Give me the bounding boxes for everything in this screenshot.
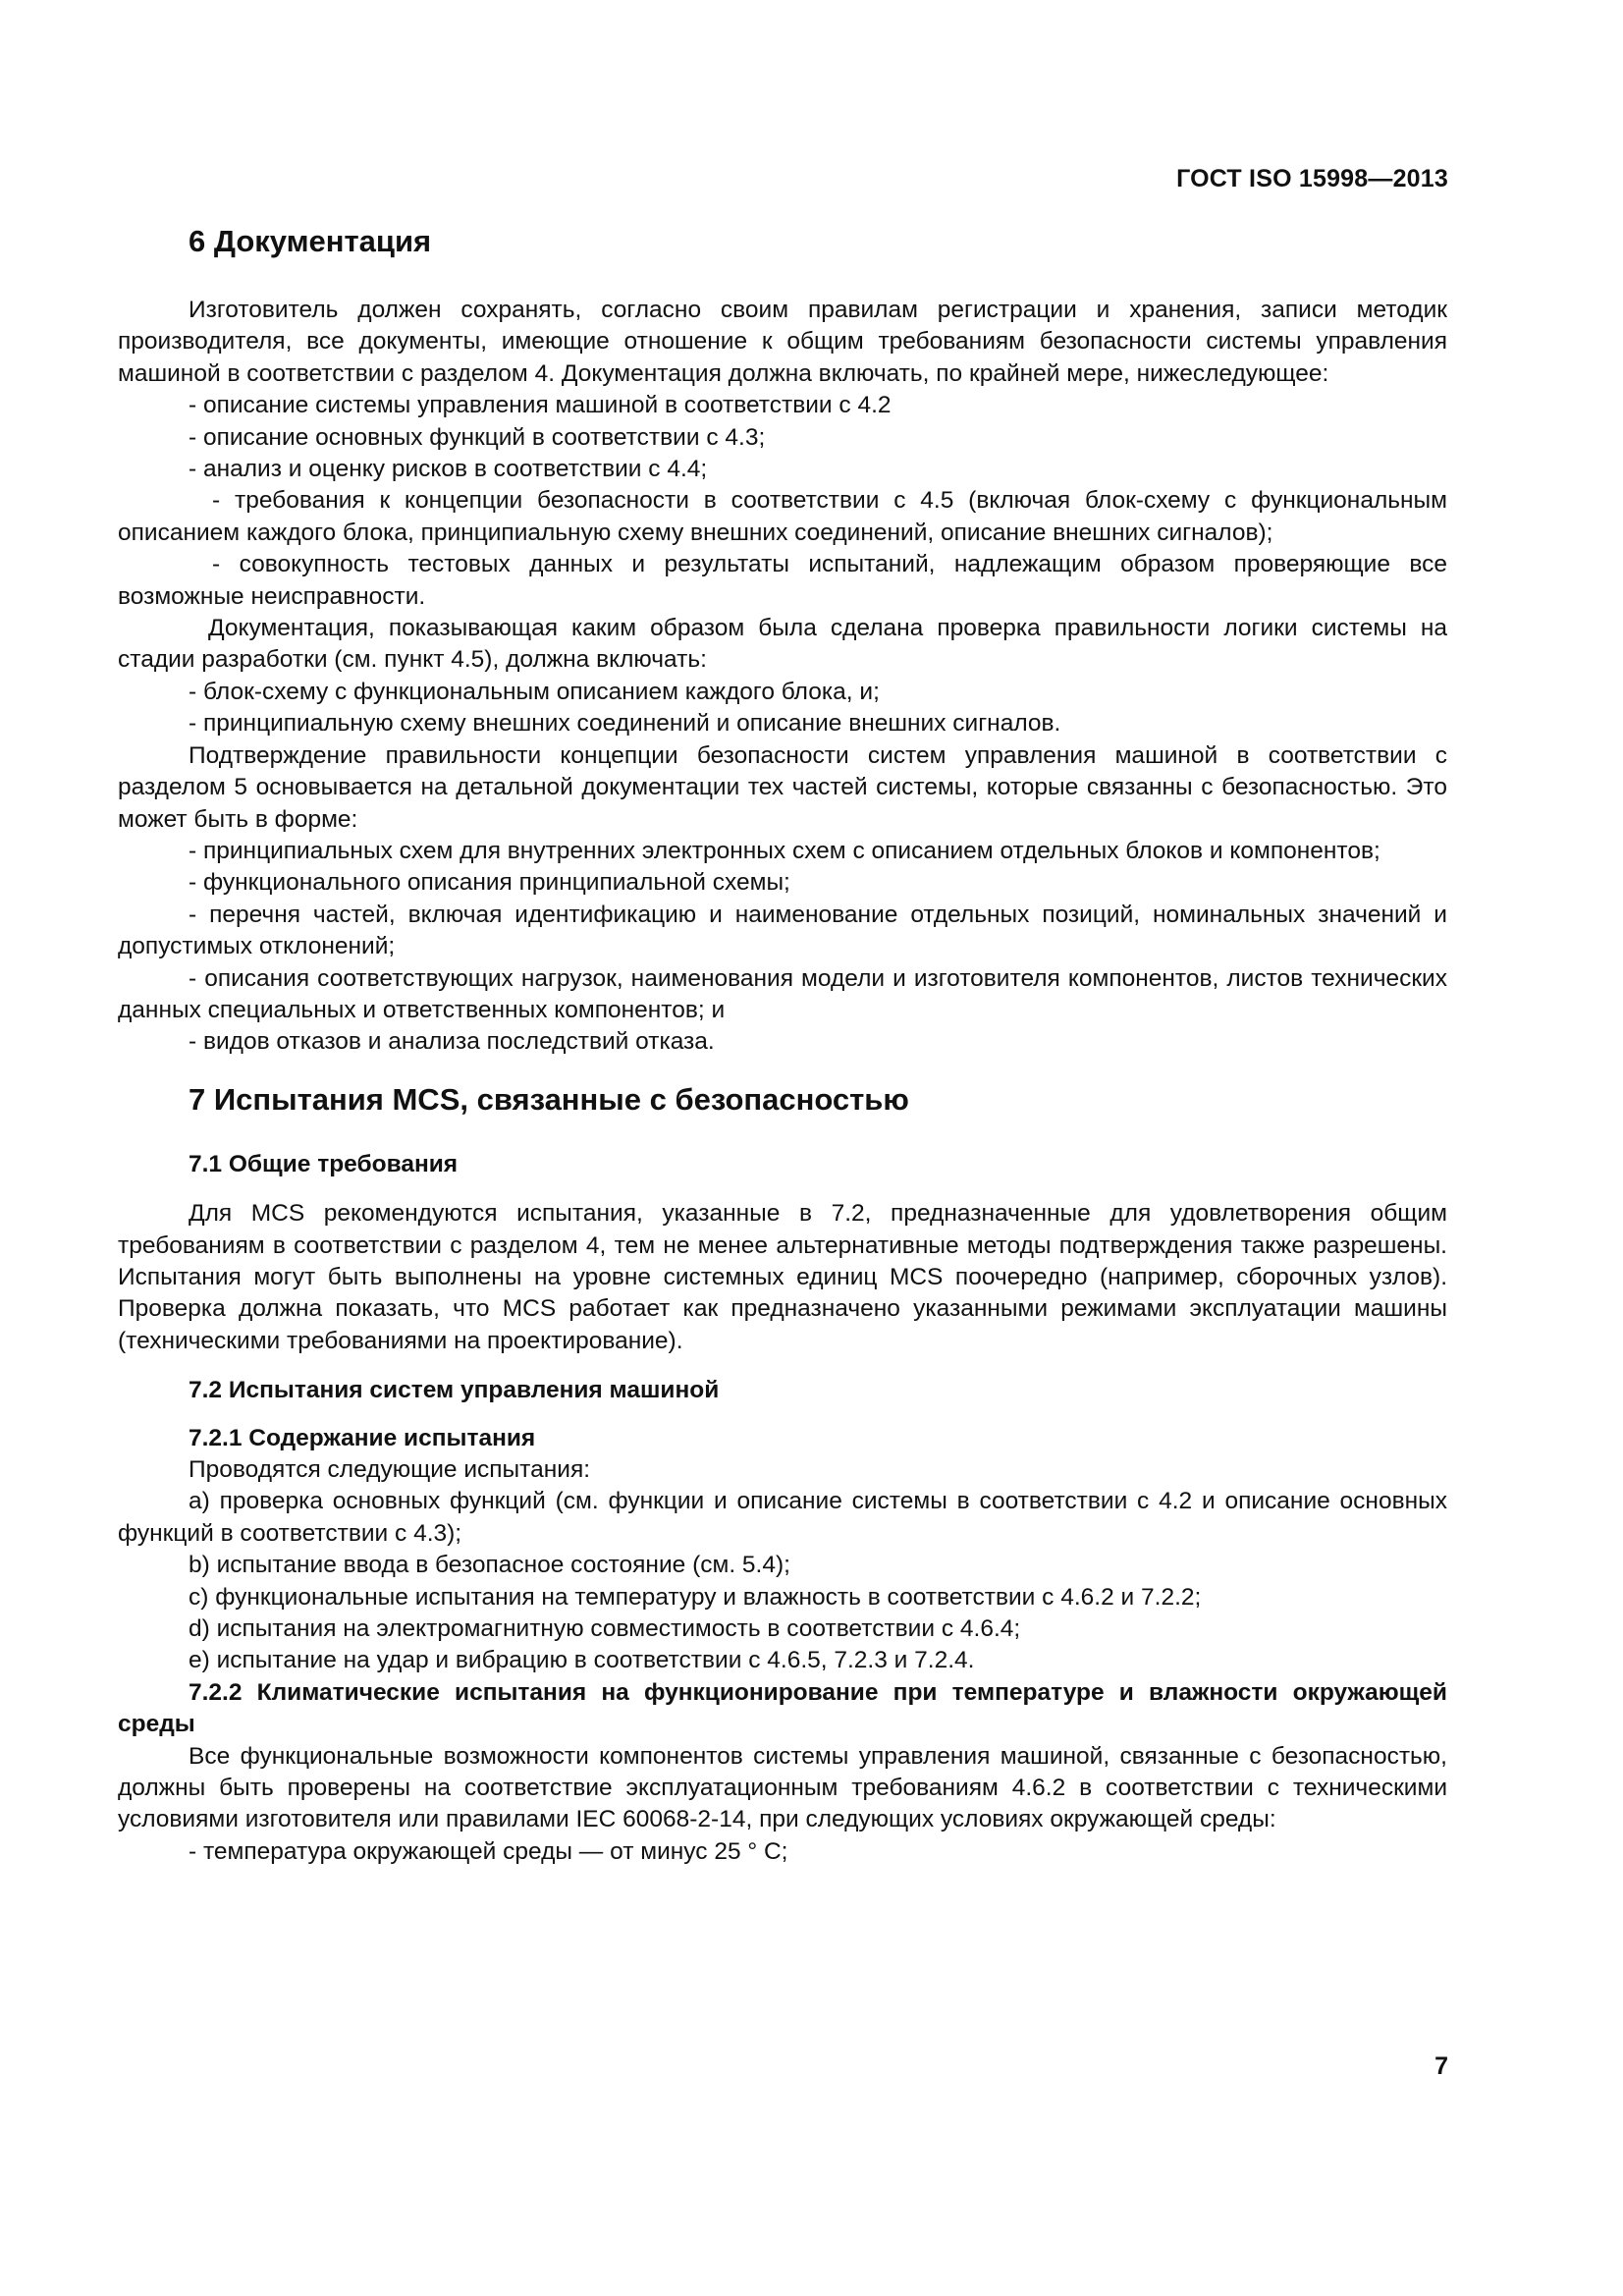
subsection-7-2-1-intro: Проводятся следующие испытания: [189, 1456, 591, 1483]
standard-code: ГОСТ ISO 15998—2013 [1176, 165, 1448, 192]
subsection-7-2-2-heading: 7.2.2 Климатические испытания на функционирование при температуре и влажности окружающей среды [118, 1678, 1447, 1738]
list-item: а) проверка основных функций (см. функции и описание системы в соответствии с 4.2 и описание основных функций в соответствии с 4.3); [118, 1488, 1447, 1547]
list-item: - перечня частей, включая идентификацию и наименование отдельных позиций, номинальных значений и допустимых отклонений; [118, 901, 1447, 960]
list-item: b) испытание ввода в безопасное состояние (см. 5.4); [189, 1552, 790, 1579]
list-item: - описание системы управления машиной в соответствии с 4.2 [189, 392, 892, 419]
list-item: c) функциональные испытания на температуру и влажность в соответствии с 4.6.2 и 7.2.2; [189, 1583, 1202, 1611]
section-6-heading: 6 Документация [189, 224, 432, 258]
list-item: - совокупность тестовых данных и результаты испытаний, надлежащим образом проверяющие все возможные неисправности. [118, 551, 1447, 610]
section-6-paragraph-2: Документация, показывающая каким образом была сделана проверка правильности логики системы на стадии разработки (см. пункт 4.5), должна включать: [118, 615, 1447, 674]
list-item: - блок-схему с функциональным описанием каждого блока, и; [189, 678, 880, 705]
subsection-7-2-1-heading: 7.2.1 Содержание испытания [189, 1424, 536, 1451]
section-6-intro: Изготовитель должен сохранять, согласно своим правилам регистрации и хранения, записи методик производителя, все документы, имеющие отношение к общим требованиям безопасности системы управления машиной в соответствии с разделом 4. Документация должна включать, по крайней мере, нижеследующее: [118, 297, 1447, 387]
page-content [118, 222, 1447, 1868]
subsection-7-1-heading: 7.1 Общие требования [189, 1150, 459, 1177]
list-item: - принципиальных схем для внутренних электронных схем с описанием отдельных блоков и компонентов; [189, 837, 1380, 864]
list-item: - описания соответствующих нагрузок, наименования модели и изготовителя компонентов, листов технических данных специальных и ответственных компонентов; и [118, 964, 1447, 1023]
list-item: - описание основных функций в соответствии с 4.3; [189, 423, 766, 451]
subsection-7-2-2-text: Все функциональные возможности компонентов системы управления машиной, связанные с безопасностью, должны быть проверены на соответствие эксплуатационным требованиям 4.6.2 в соответствии с техническими условиями изготовителя или правилами IEC 60068-2-14, при следующих условиях окружающей среды: [118, 1742, 1447, 1833]
list-item: e) испытание на удар и вибрацию в соответствии с 4.6.5, 7.2.3 и 7.2.4. [189, 1647, 975, 1674]
list-item: - требования к концепции безопасности в соответствии с 4.5 (включая блок-схему с функциональным описанием каждого блока, принципиальную схему внешних соединений, описание внешних сигналов); [118, 487, 1447, 546]
list-item: - функционального описания принципиальной схемы; [189, 869, 790, 897]
section-7-heading: 7 Испытания MCS, связанные с безопасностью [189, 1081, 909, 1117]
list-item: - температура окружающей среды — от минус 25 ° С; [189, 1837, 788, 1865]
list-item: - принципиальную схему внешних соединений и описание внешних сигналов. [189, 710, 1061, 738]
subsection-7-1-text: Для MCS рекомендуются испытания, указанные в 7.2, предназначенные для удовлетворения общим требованиям в соответствии с разделом 4, тем не менее альтернативные методы подтверждения также разрешены. Испытания могут быть выполнены на уровне системных единиц MCS поочередно (например, сборочных узлов). Проверка должна показать, что MCS работает как предназначено указанными режимами эксплуатации машины (техническими требованиями на проектирование). [118, 1200, 1447, 1354]
page-number: 7 [1434, 2052, 1448, 2080]
list-item: - видов отказов и анализа последствий отказа. [189, 1028, 715, 1056]
list-item: - анализ и оценку рисков в соответствии с 4.4; [189, 456, 708, 483]
subsection-7-2-heading: 7.2 Испытания систем управления машиной [189, 1377, 720, 1404]
list-item: d) испытания на электромагнитную совместимость в соответствии с 4.6.4; [189, 1615, 1021, 1643]
section-6-paragraph-3: Подтверждение правильности концепции безопасности систем управления машиной в соответствии с разделом 5 основывается на детальной документации тех частей системы, которые связанны с безопасностью. Это может быть в форме: [118, 741, 1447, 833]
